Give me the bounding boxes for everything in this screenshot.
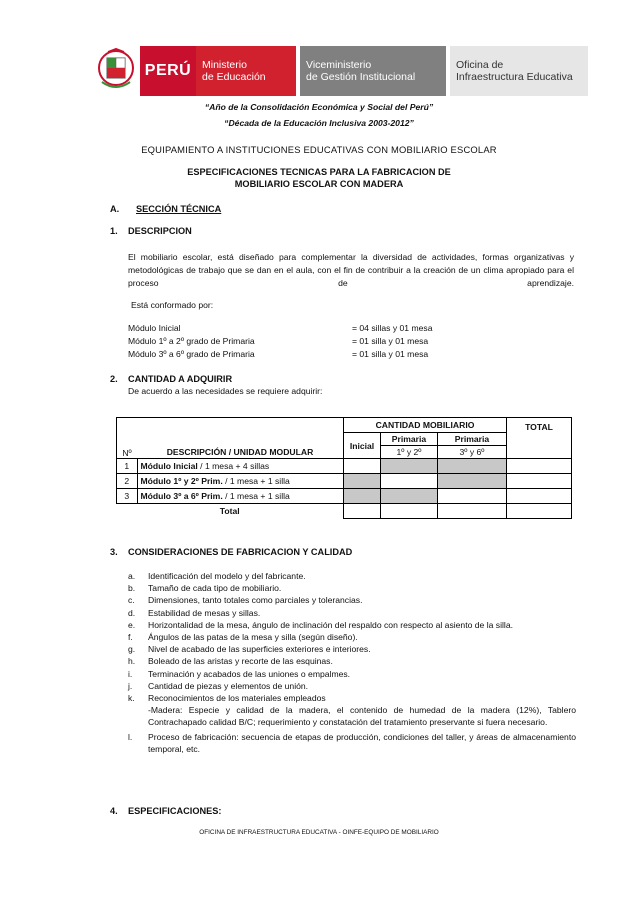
ministry-label: Ministerio de Educación: [196, 46, 296, 96]
formed-by-label: Está conformado por:: [131, 300, 214, 310]
list-item: e. Horizontalidad de la mesa, ángulo de inclinación del respaldo con respecto al asiento de la silla.: [128, 619, 513, 630]
header-banner: [140, 46, 588, 96]
module-item-value: = 01 silla y 01 mesa: [352, 349, 429, 359]
list-item: a. Identificación del modelo y del fabricante.: [128, 571, 306, 581]
row-number: 2: [117, 474, 138, 489]
section-2-number: 2.: [110, 374, 118, 384]
header-total: TOTAL: [507, 418, 572, 459]
quantity-table: [116, 417, 572, 519]
section-2-title: CANTIDAD A ADQUIRIR: [128, 374, 233, 384]
list-item: f. Ángulos de las patas de la mesa y silla (según diseño).: [128, 632, 358, 643]
list-item: -Madera: Especie y calidad de la madera, el contenido de humedad de la madera (12%), Tablero Contrachapado calidad B/C; requerimiento y constatación del tratamiento preservante si fuera necesario.: [148, 705, 576, 728]
module-item-value: = 04 sillas y 01 mesa: [352, 323, 433, 333]
total-primaria-a: [381, 504, 438, 519]
total-inicial: [344, 504, 381, 519]
header-cantidad: CANTIDAD MOBILIARIO: [344, 418, 507, 433]
total-label: Total: [117, 504, 344, 519]
description-paragraph: El mobiliario escolar, está diseñado para complementar la diversidad de actividades, formas organizativas y metodológicas de trabajo que se dan en el aula, con el fin de contribuir a la creación de un clima apropiado para el proceso de aprendizaje.: [128, 252, 574, 288]
document-subtitle: EQUIPAMIENTO A INSTITUCIONES EDUCATIVAS CON MOBILIARIO ESCOLAR: [141, 144, 497, 155]
list-item: j. Cantidad de piezas y elementos de unión.: [128, 680, 309, 691]
table-row: [117, 459, 572, 474]
list-item: g. Nivel de acabado de las superficies exteriores e interiores.: [128, 644, 371, 655]
cell-primaria-a: [381, 459, 438, 474]
list-item: b. Tamaño de cada tipo de mobiliario.: [128, 583, 282, 594]
header-no: Nº: [117, 418, 138, 459]
row-description: Módulo 1º y 2º Prim. / 1 mesa + 1 silla: [137, 474, 344, 489]
module-item-label: Módulo 3º a 6º grado de Primaria: [128, 349, 255, 359]
viceministry-label: Viceministerio de Gestión Institucional: [300, 46, 446, 96]
header-primaria-b-grades: 3º y 6º: [438, 446, 507, 459]
section-4-number: 4.: [110, 806, 118, 816]
header-primaria-b: Primaria: [438, 433, 507, 446]
header-description: DESCRIPCIÓN / UNIDAD MODULAR: [137, 418, 344, 459]
cell-total: [507, 459, 572, 474]
page-footer: OFICINA DE INFRAESTRUCTURA EDUCATIVA - OINFE-EQUIPO DE MOBILIARIO: [199, 829, 439, 836]
spec-title-line-1: ESPECIFICACIONES TECNICAS PARA LA FABRICACION DE: [187, 167, 451, 177]
cell-inicial: [344, 474, 381, 489]
cell-primaria-b: [438, 459, 507, 474]
section-1-number: 1.: [110, 226, 118, 236]
cell-primaria-a: [381, 474, 438, 489]
cell-inicial: [344, 489, 381, 504]
cell-total: [507, 489, 572, 504]
row-number: 3: [117, 489, 138, 504]
table-total-row: [117, 504, 572, 519]
section-a-title: SECCIÓN TÉCNICA: [136, 204, 222, 214]
list-item: c. Dimensiones, tanto totales como parciales y tolerancias.: [128, 595, 363, 606]
section-4-title: ESPECIFICACIONES:: [128, 806, 222, 816]
total-primaria-b: [438, 504, 507, 519]
national-seal-icon: [96, 48, 136, 92]
list-item: d. Estabilidad de mesas y sillas.: [128, 607, 261, 618]
peru-label: PERÚ: [140, 46, 196, 96]
section-3-number: 3.: [110, 547, 118, 557]
row-description: Módulo Inicial / 1 mesa + 4 sillas: [137, 459, 344, 474]
office-label: Oficina de Infraestructura Educativa: [450, 46, 588, 96]
section-1-title: DESCRIPCION: [128, 226, 192, 236]
quality-list: [128, 570, 576, 755]
section-3-title: CONSIDERACIONES DE FABRICACION Y CALIDAD: [128, 547, 353, 557]
header-primaria-a: Primaria: [381, 433, 438, 446]
cell-primaria-a: [381, 489, 438, 504]
row-number: 1: [117, 459, 138, 474]
section-a-letter: A.: [110, 204, 120, 214]
module-item-label: Módulo Inicial: [128, 323, 181, 333]
module-item-value: = 01 silla y 01 mesa: [352, 336, 429, 346]
list-item: i. Terminación y acabados de las uniones o empalmes.: [128, 668, 351, 679]
row-description: Módulo 3º a 6º Prim. / 1 mesa + 1 silla: [137, 489, 344, 504]
total-total: [507, 504, 572, 519]
list-item: l. Proceso de fabricación: secuencia de etapas de producción, condiciones del taller, y áreas de almacenamiento temporal, etc.: [128, 731, 576, 754]
header-primaria-a-grades: 1º y 2º: [381, 446, 438, 459]
list-item: h. Boleado de las aristas y recorte de las esquinas.: [128, 656, 333, 667]
spec-title-line-2: MOBILIARIO ESCOLAR CON MADERA: [234, 179, 404, 189]
table-row: [117, 474, 572, 489]
cell-primaria-b: [438, 474, 507, 489]
header-inicial: Inicial: [344, 433, 381, 459]
module-item-label: Módulo 1º a 2º grado de Primaria: [128, 336, 255, 346]
section-2-text: De acuerdo a las necesidades se requiere adquirir:: [128, 386, 323, 396]
cell-inicial: [344, 459, 381, 474]
cell-primaria-b: [438, 489, 507, 504]
motto-line-1: “Año de la Consolidación Económica y Social del Perú”: [204, 102, 434, 112]
cell-total: [507, 474, 572, 489]
table-row: [117, 489, 572, 504]
motto-line-2: “Década de la Educación Inclusiva 2003-2012”: [224, 118, 414, 128]
list-item: k. Reconocimientos de los materiales empleados: [128, 693, 326, 704]
